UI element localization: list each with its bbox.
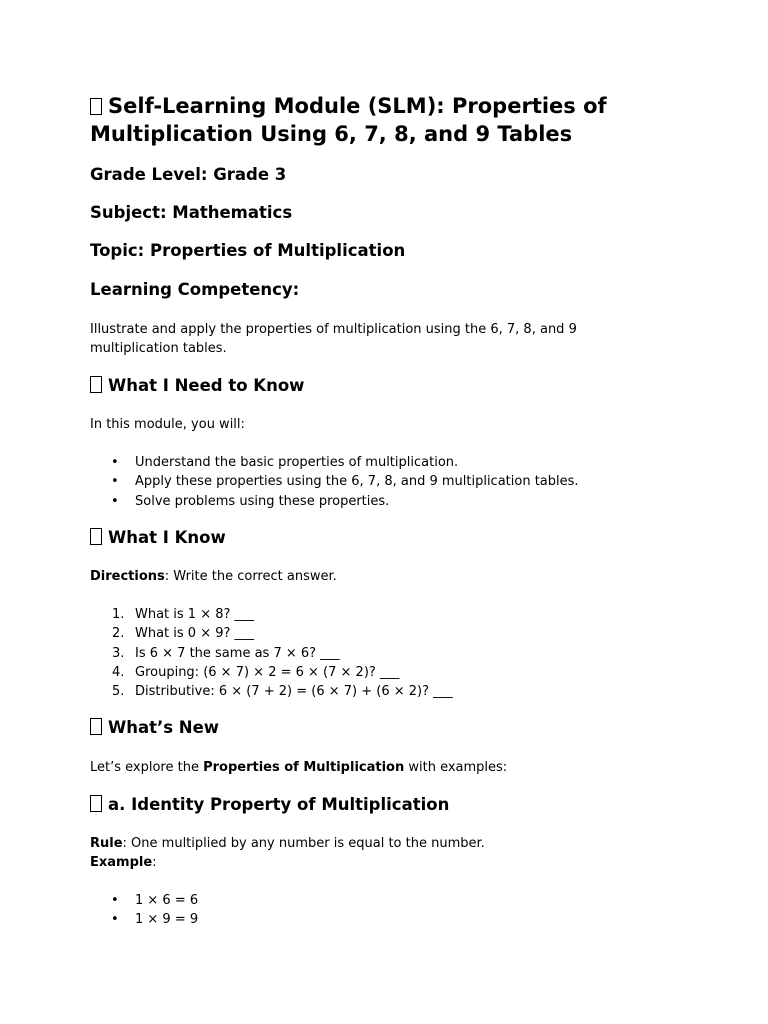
directions-text	[90, 567, 610, 586]
missing-glyph-icon	[90, 376, 102, 393]
document-title	[90, 92, 690, 148]
directions-label: Directions	[90, 569, 165, 584]
what-i-know-list	[90, 605, 453, 701]
missing-glyph-icon	[90, 795, 102, 812]
need-to-know-heading	[90, 375, 304, 397]
rule-label: Rule	[90, 836, 123, 851]
identity-heading	[90, 794, 449, 816]
item-number: 2.	[112, 626, 125, 642]
list-item	[90, 644, 453, 663]
directions-body: : Write the correct answer.	[164, 569, 337, 584]
identity-examples-list	[90, 891, 198, 930]
list-item	[90, 605, 453, 624]
item-number: 1.	[112, 607, 125, 622]
missing-glyph-icon	[90, 718, 102, 735]
competency-heading: Learning Competency:	[90, 280, 300, 299]
rule-text: : One multiplied by any number is equal to the number.	[122, 836, 485, 851]
item-text: What is 0 × 9? ___	[135, 626, 255, 642]
whats-new-text-bold: Properties of Multiplication	[203, 760, 405, 775]
item-number: 5.	[112, 684, 125, 700]
need-to-know-heading-text: What I Need to Know	[108, 376, 305, 395]
item-text: Is 6 × 7 the same as 7 × 6? ___	[135, 645, 340, 661]
list-item: • Solve problems using these properties.	[90, 492, 579, 511]
identity-heading-text: a. Identity Property of Multiplication	[108, 795, 450, 814]
missing-glyph-icon	[90, 528, 102, 545]
item-text: Grouping: (6 × 7) × 2 = 6 × (7 × 2)? ___	[135, 664, 400, 680]
whats-new-text	[90, 758, 610, 777]
document-title-text: Self-Learning Module (SLM): Properties of Multiplication Using 6, 7, 8, and 9 Tables	[90, 94, 607, 146]
missing-glyph-icon	[90, 98, 102, 115]
grade-level-heading: Grade Level: Grade 3	[90, 165, 287, 184]
example-label: Example	[90, 855, 153, 870]
whats-new-text-before: Let’s explore the	[90, 760, 204, 775]
item-number: 4.	[112, 664, 125, 680]
whats-new-heading-text: What’s New	[108, 718, 220, 737]
need-to-know-list	[90, 453, 579, 511]
competency-text: Illustrate and apply the properties of multiplication using the 6, 7, 8, and 9 multiplication tables.	[90, 322, 577, 356]
list-item	[90, 682, 453, 701]
identity-example-label	[90, 853, 610, 872]
need-to-know-intro: In this module, you will:	[90, 417, 245, 432]
item-text: What is 1 × 8? ___	[135, 607, 255, 622]
item-number: 3.	[112, 645, 125, 661]
what-i-know-heading	[90, 527, 226, 549]
subject-heading: Subject: Mathematics	[90, 203, 293, 222]
list-item: • Understand the basic properties of multiplication.	[90, 453, 579, 472]
list-item: • 1 × 9 = 9	[90, 910, 198, 929]
list-item	[90, 663, 453, 682]
item-text: Distributive: 6 × (7 + 2) = (6 × 7) + (6 × 2)? ___	[135, 684, 453, 700]
list-item: • 1 × 6 = 6	[90, 891, 198, 910]
identity-rule	[90, 834, 610, 853]
list-item	[90, 624, 453, 643]
list-item: • Apply these properties using the 6, 7, 8, and 9 multiplication tables.	[90, 472, 579, 491]
example-colon: :	[152, 855, 157, 870]
whats-new-heading	[90, 717, 219, 739]
whats-new-text-after: with examples:	[404, 760, 508, 775]
what-i-know-heading-text: What I Know	[108, 528, 226, 547]
topic-heading: Topic: Properties of Multiplication	[90, 241, 406, 260]
